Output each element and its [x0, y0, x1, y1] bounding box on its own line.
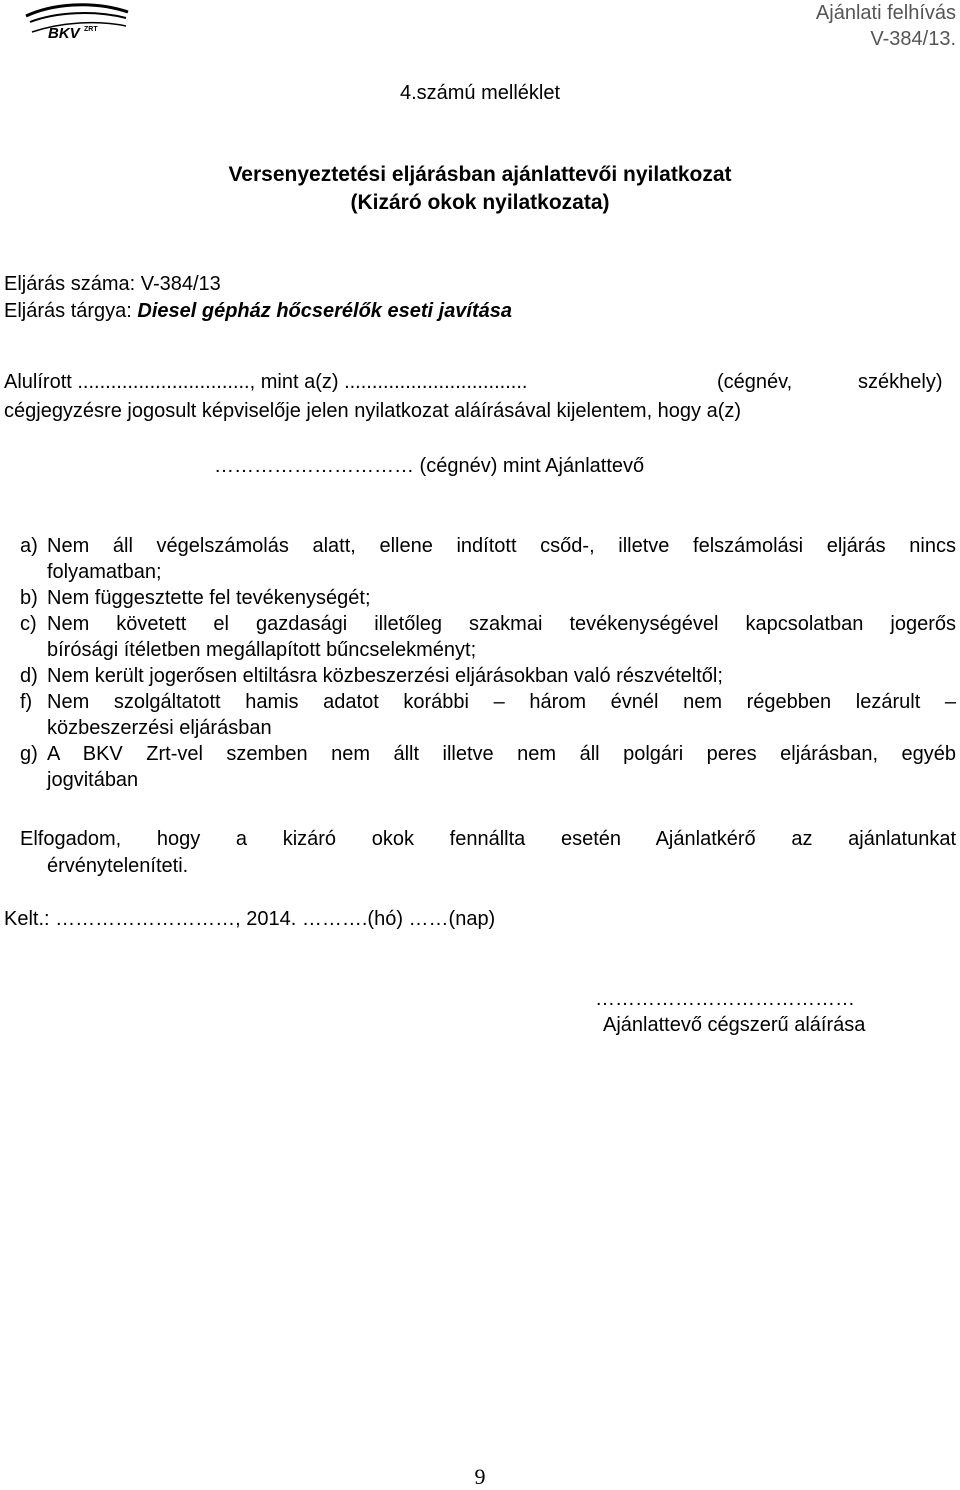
- item-text: közbeszerzési eljárásban: [47, 717, 272, 739]
- header-line-1: Ajánlati felhívás: [815, 2, 956, 24]
- item-label: d): [20, 665, 38, 687]
- declaration-line-2: cégjegyzésre jogosult képviselője jelen nyilatkozat aláírásával kijelentem, hogy a(z): [4, 400, 742, 422]
- list-item: [20, 741, 956, 793]
- item-label: f): [20, 691, 33, 713]
- item-text: Nem került jogerősen eltiltásra közbeszerzési eljárásokban való részvételtől;: [47, 665, 723, 687]
- declaration-line-1a: Alulírott ..............................., mint a(z) .................................: [4, 371, 528, 393]
- list-item: [20, 533, 956, 585]
- header-line-2: V-384/13.: [870, 28, 956, 50]
- list-item: [20, 585, 956, 611]
- logo-text: BKV: [48, 25, 80, 42]
- item-label: a): [20, 535, 38, 557]
- item-text: Nem követett el gazdasági illetőleg szakmai tevékenységével kapcsolatban jogerős: [47, 613, 956, 635]
- bkv-logo: [22, 2, 134, 42]
- logo-sup: ZRT: [84, 26, 98, 33]
- item-text: bírósági ítéletben megállapított bűncselekményt;: [47, 639, 477, 661]
- company-line: ………………………… (cégnév) mint Ajánlattevő: [214, 455, 645, 477]
- procedure-subject-value: Diesel gépház hőcserélők eseti javítása: [137, 300, 513, 322]
- declaration-line-1b: (cégnév,: [717, 371, 793, 393]
- signature-dots: …………………………………: [595, 988, 855, 1010]
- document-subtitle: (Kizáró okok nyilatkozata): [350, 191, 610, 214]
- list-item: [20, 611, 956, 663]
- page-number: 9: [474, 1464, 486, 1489]
- item-text: folyamatban;: [47, 561, 162, 583]
- item-text: Nem áll végelszámolás alatt, ellene indított csőd-, illetve felszámolási eljárás nincs: [47, 535, 956, 557]
- date-line: Kelt.: ………………………, 2014. ……….(hó) ……(nap): [4, 908, 496, 930]
- list-item: [20, 689, 956, 741]
- item-label: g): [20, 743, 38, 765]
- item-label: c): [20, 613, 37, 635]
- annex-title: 4.számú melléklet: [399, 82, 561, 104]
- acceptance-line-1: Elfogadom, hogy a kizáró okok fennállta esetén Ajánlatkérő az ajánlatunkat: [20, 828, 956, 850]
- procedure-subject: [4, 300, 512, 323]
- item-text: Nem szolgáltatott hamis adatot korábbi – három évnél nem régebben lezárult –: [47, 691, 956, 713]
- item-text: Nem függesztette fel tevékenységét;: [47, 587, 371, 609]
- acceptance-line-2: érvényteleníteti.: [47, 855, 189, 877]
- procedure-subject-label: Eljárás tárgya:: [4, 300, 138, 322]
- header-reference: [816, 0, 956, 52]
- item-label: b): [20, 587, 38, 609]
- document-title: Versenyeztetési eljárásban ajánlattevői nyilatkozat: [228, 163, 732, 186]
- signature-label: Ajánlattevő cégszerű aláírása: [603, 1014, 866, 1036]
- item-text: jogvitában: [47, 769, 139, 791]
- procedure-number: Eljárás száma: V-384/13: [4, 273, 221, 295]
- item-text: A BKV Zrt-vel szemben nem állt illetve nem áll polgári peres eljárásban, egyéb: [47, 743, 956, 765]
- list-item: [20, 663, 956, 689]
- exclusion-list: [20, 533, 956, 793]
- declaration-line-1c: székhely): [858, 371, 943, 393]
